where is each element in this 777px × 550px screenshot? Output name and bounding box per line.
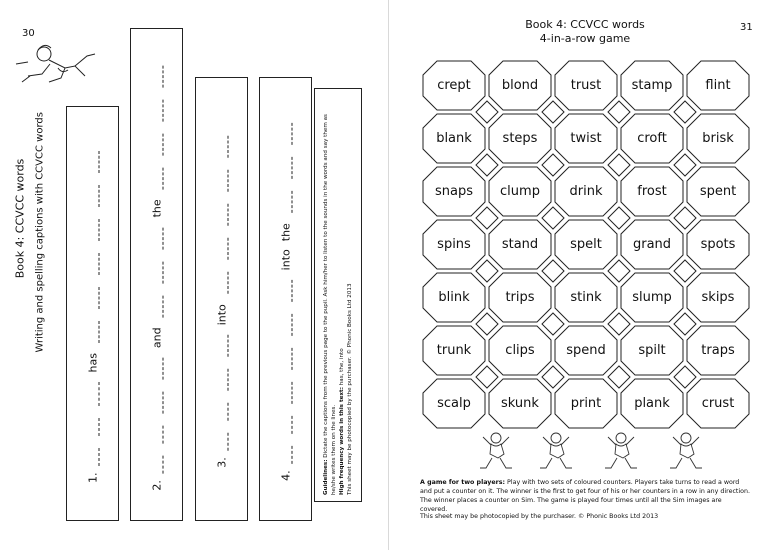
page-fold xyxy=(388,0,389,550)
caption-strip-4 xyxy=(259,77,312,521)
board-word-cell[interactable]: print xyxy=(570,395,602,411)
caption-row-4 xyxy=(279,117,292,481)
board-word-cell[interactable]: snaps xyxy=(434,183,473,199)
writing-blank[interactable] xyxy=(150,295,163,317)
writing-blank[interactable] xyxy=(215,369,228,391)
board-word-cell[interactable]: frost xyxy=(637,183,667,199)
writing-blank[interactable] xyxy=(215,136,228,158)
writing-blank[interactable] xyxy=(215,170,228,192)
board-word-cell[interactable]: steps xyxy=(502,130,538,146)
right-copyright: This sheet may be photocopied by the purchaser. © Phonic Books Ltd 2013 xyxy=(420,513,659,520)
board-word-cell[interactable]: stand xyxy=(501,236,539,252)
writing-blank[interactable] xyxy=(279,123,292,145)
writing-blank[interactable] xyxy=(279,416,292,434)
board-word-cell[interactable]: stink xyxy=(570,289,602,305)
board-word-cell[interactable]: clips xyxy=(505,342,535,358)
board-word-cell[interactable]: grand xyxy=(632,236,672,252)
board-word-cell[interactable]: crept xyxy=(437,77,471,93)
writing-blank[interactable] xyxy=(279,191,292,213)
writing-blank[interactable] xyxy=(150,133,163,155)
caption-strip-3 xyxy=(195,77,248,521)
caption-number: 3. xyxy=(215,457,228,468)
left-page-title: Book 4: CCVCC words xyxy=(13,158,27,279)
board-word-cell[interactable]: spelt xyxy=(570,236,602,252)
writing-blank[interactable] xyxy=(86,382,99,406)
writing-blank[interactable] xyxy=(150,358,163,380)
writing-blank[interactable] xyxy=(279,382,292,404)
writing-blank[interactable] xyxy=(215,272,228,294)
caption-word: into xyxy=(279,249,292,271)
board-word-cell[interactable]: plank xyxy=(634,395,670,411)
caption-word: the xyxy=(279,223,292,242)
caption-word: into xyxy=(215,304,228,326)
board-word-cell[interactable]: blond xyxy=(501,77,539,93)
board-word-cell[interactable]: drink xyxy=(569,183,603,199)
board-word-cell[interactable]: spots xyxy=(700,236,736,252)
caption-number: 1. xyxy=(86,471,99,483)
writing-blank[interactable] xyxy=(86,418,99,436)
board-word-cell[interactable]: spilt xyxy=(638,342,666,358)
caption-word: and xyxy=(150,326,163,348)
writing-blank[interactable] xyxy=(279,446,292,464)
writing-blank[interactable] xyxy=(215,238,228,260)
guidelines-body: Dictate the captions from the previous page to the pupil. Ask him/her to listen to the sounds in the words and say them as he/she writes them on the lines. xyxy=(323,114,337,495)
writing-blank[interactable] xyxy=(279,348,292,370)
caption-number: 2. xyxy=(150,479,163,491)
board-word-cell[interactable]: slump xyxy=(632,289,672,305)
board-word-cell[interactable]: skips xyxy=(701,289,735,305)
writing-blank[interactable] xyxy=(279,157,292,179)
writing-blank[interactable] xyxy=(150,65,163,87)
writing-blank[interactable] xyxy=(150,426,163,444)
board-word-cell[interactable]: clump xyxy=(500,183,540,199)
board-word-cell[interactable]: crust xyxy=(701,395,735,411)
right-page-number: 31 xyxy=(740,22,753,33)
board-word-cell[interactable]: trust xyxy=(570,77,602,93)
writing-blank[interactable] xyxy=(150,227,163,249)
writing-blank[interactable] xyxy=(86,448,99,466)
board-word-cell[interactable]: blink xyxy=(438,289,470,305)
writing-blank[interactable] xyxy=(150,261,163,283)
caption-strip-1 xyxy=(66,106,119,521)
writing-blank[interactable] xyxy=(150,392,163,414)
writing-blank[interactable] xyxy=(279,280,292,302)
writing-blank[interactable] xyxy=(150,167,163,189)
right-page-subtitle: 4-in-a-row game xyxy=(539,32,631,45)
board-word-cell[interactable]: trips xyxy=(505,289,535,305)
writing-blank[interactable] xyxy=(86,321,99,343)
writing-blank[interactable] xyxy=(279,314,292,336)
board-word-cell[interactable]: spins xyxy=(437,236,471,252)
board-word-cell[interactable]: spend xyxy=(566,342,606,358)
rules-label: A game for two players: xyxy=(420,479,506,486)
writing-blank[interactable] xyxy=(150,99,163,121)
writing-blank[interactable] xyxy=(215,433,228,451)
caption-strip-2 xyxy=(130,28,183,521)
right-page-title: Book 4: CCVCC words xyxy=(525,18,645,31)
left-page-number: 30 xyxy=(22,28,35,39)
caption-row-1 xyxy=(86,145,99,483)
writing-blank[interactable] xyxy=(215,403,228,421)
four-in-a-row-board xyxy=(420,58,750,430)
writing-blank[interactable] xyxy=(86,253,99,275)
guidelines-text xyxy=(322,95,354,495)
writing-blank[interactable] xyxy=(215,335,228,357)
board-word-cell[interactable]: scalp xyxy=(437,395,471,411)
hf-words-label: High frequency words in this text: xyxy=(339,387,345,495)
writing-blank[interactable] xyxy=(86,219,99,241)
caption-row-2 xyxy=(150,59,163,490)
board-word-cell[interactable]: spent xyxy=(699,183,737,199)
board-word-cell[interactable]: trunk xyxy=(436,342,472,358)
caption-number: 4. xyxy=(279,470,292,481)
guidelines-label: Guidelines: xyxy=(323,459,329,495)
teacher-guidelines-box xyxy=(314,88,362,502)
board-word-cell[interactable]: blank xyxy=(436,130,472,146)
board-word-cell[interactable]: brisk xyxy=(702,130,734,146)
rules-text: Play with two sets of coloured counters. Players take turns to read a word and put a counter on it. The winner is the first to get four of his or her counters in a row in any direction. The winner places a counter on Sim. The game is played four times until all the Sim images are covered. xyxy=(420,479,750,513)
sim-counter-figures xyxy=(474,430,734,472)
board-word-cell[interactable]: twist xyxy=(570,130,602,146)
caption-word: has xyxy=(86,352,99,372)
board-word-cell[interactable]: flint xyxy=(705,77,731,93)
writing-blank[interactable] xyxy=(150,456,163,474)
caption-word: the xyxy=(150,198,163,217)
board-word-cell[interactable]: croft xyxy=(637,130,667,146)
writing-blank[interactable] xyxy=(215,204,228,226)
board-word-cell[interactable]: traps xyxy=(701,342,735,358)
hf-words: has, the, into xyxy=(339,348,345,386)
board-word-cell[interactable]: skunk xyxy=(501,395,539,411)
writing-blank[interactable] xyxy=(86,185,99,207)
writing-blank[interactable] xyxy=(86,151,99,173)
left-copyright: This sheet may be photocopied by the purchaser. © Phonic Books Ltd 2013 xyxy=(347,283,353,495)
left-page-subtitle: Writing and spelling captions with CCVCC words xyxy=(34,112,46,353)
writing-blank[interactable] xyxy=(86,287,99,309)
sim-character-illustration xyxy=(14,38,104,96)
game-instructions xyxy=(420,478,750,514)
board-word-cell[interactable]: stamp xyxy=(631,77,673,93)
caption-row-3 xyxy=(215,130,228,468)
